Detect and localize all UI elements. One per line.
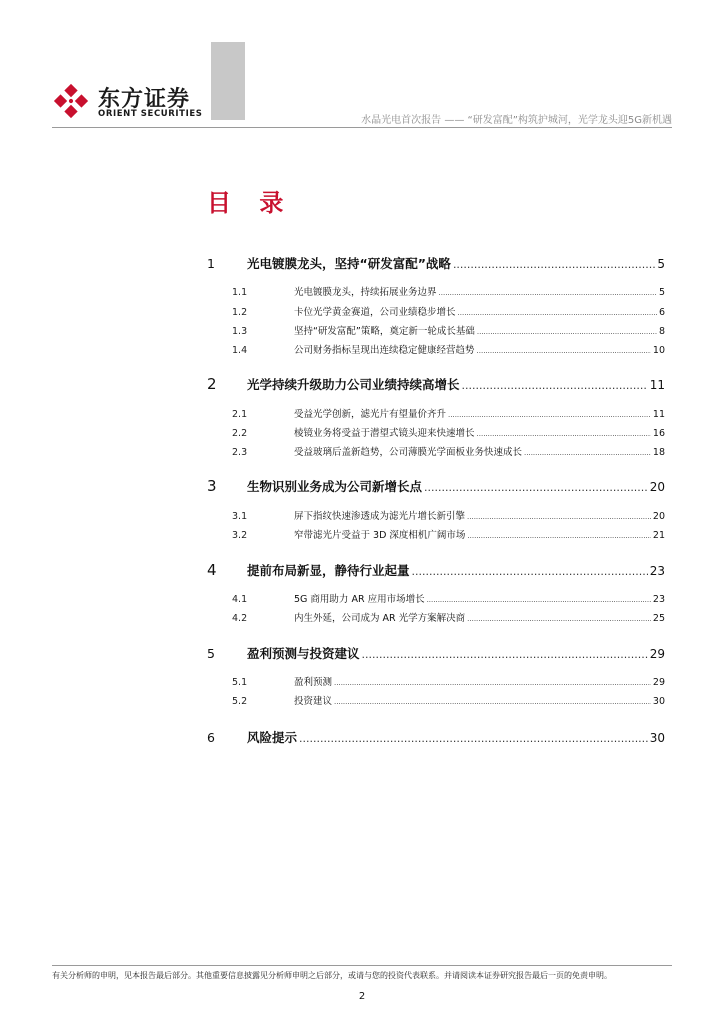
toc-leader-dots [467,532,651,540]
toc-entry[interactable] [207,561,665,579]
logo-chinese-name: 东方证券 [98,87,191,112]
toc-entry[interactable] [207,406,665,420]
toc-entry[interactable] [207,444,665,458]
toc-leader-dots [448,411,651,419]
toc-entry-page: 20 [652,511,665,522]
toc-entry-title: 生物识别业务成为公司新增长点 [247,479,423,494]
company-logo [52,78,222,122]
toc-entry-title: 风险提示 [247,730,298,745]
toc-entry-number: 3.1 [232,511,248,522]
header-divider [52,127,672,128]
toc-leader-dots [458,309,657,317]
report-subtitle: 水晶光电首次报告 —— “研发富配”构筑护城河，光学龙头迎5G新机遇 [361,115,672,126]
toc-entry[interactable] [207,304,665,318]
toc-leader-dots [334,698,651,706]
toc-leader-dots [524,449,651,457]
toc-entry[interactable] [207,644,665,662]
toc-leader-dots [477,328,657,336]
toc-entry-page: 30 [652,696,665,707]
toc-entry-number: 4.1 [232,594,248,605]
toc-title: 目 录 [207,189,294,217]
toc-leader-dots [453,258,655,271]
toc-entry-title: 提前布局新显，静待行业起量 [247,563,410,578]
toc-entry-number: 1.2 [232,307,248,318]
toc-entry-number: 1.4 [232,345,248,356]
footer-divider [52,965,672,966]
toc-entry-number: 1 [207,256,215,271]
toc-entry-title: 光学持续升级助力公司业绩持续高增长 [247,377,460,392]
toc-leader-dots [299,732,648,745]
toc-entry[interactable] [207,323,665,337]
toc-entry[interactable] [207,527,665,541]
toc-entry-page: 29 [649,647,665,661]
toc-entry-page: 21 [652,530,665,541]
toc-entry[interactable] [207,284,665,298]
toc-entry[interactable] [207,425,665,439]
toc-entry-title: 受益光学创新，滤光片有望量价齐升 [294,409,447,420]
toc-entry[interactable] [207,693,665,707]
toc-entry-page: 20 [649,480,665,494]
toc-entry-title: 光电镀膜龙头，坚持“研发富配”战略 [247,256,451,271]
toc-leader-dots [412,565,648,578]
toc-leader-dots [467,513,651,521]
toc-entry-number: 2.3 [232,447,248,458]
toc-entry[interactable] [207,375,665,393]
toc-entry-number: 5.2 [232,696,248,707]
toc-entry-title: 坚持“研发富配”策略，奠定新一轮成长基础 [294,326,475,337]
toc-entry[interactable] [207,610,665,624]
logo-english-name: ORIENT SECURITIES [98,109,203,119]
toc-entry-page: 23 [652,594,665,605]
toc-entry-page: 11 [649,378,665,392]
toc-entry-title: 棱镜业务将受益于潜望式镜头迎来快速增长 [294,428,475,439]
toc-entry-number: 1.3 [232,326,248,337]
toc-entry-number: 4.2 [232,613,248,624]
toc-entry-title: 受益玻璃后盖新趋势，公司薄膜光学面板业务快速成长 [294,447,523,458]
toc-entry[interactable] [207,591,665,605]
toc-entry-title: 内生外延，公司成为 AR 光学方案解决商 [294,613,466,624]
toc-entry-title: 投资建议 [294,696,333,707]
toc-entry[interactable] [207,342,665,356]
toc-leader-dots [439,289,657,297]
toc-leader-dots [477,347,651,355]
toc-leader-dots [362,648,648,661]
toc-entry-page: 8 [658,326,665,337]
toc-entry-number: 5 [207,646,215,661]
footer-disclaimer: 有关分析师的申明，见本报告最后部分。其他重要信息披露见分析师申明之后部分，或请与您的投资代表联系。并请阅读本证券研究报告最后一页的免责申明。 [52,971,612,980]
toc-entry-title: 卡位光学黄金赛道，公司业绩稳步增长 [294,307,456,318]
toc-entry[interactable] [207,674,665,688]
toc-entry[interactable] [207,508,665,522]
toc-entry-title: 屏下指纹快速渗透成为滤光片增长新引擎 [294,511,466,522]
toc-leader-dots [334,679,651,687]
orient-securities-logo-icon [52,82,90,120]
page-number: 2 [358,991,366,1002]
toc-leader-dots [462,379,648,392]
toc-leader-dots [467,615,651,623]
toc-entry-page: 25 [652,613,665,624]
toc-entry-number: 3.2 [232,530,248,541]
toc-entry-page: 11 [652,409,665,420]
toc-entry-number: 2.1 [232,409,248,420]
toc-entry-title: 光电镀膜龙头，持续拓展业务边界 [294,287,437,298]
toc-entry-page: 30 [649,731,665,745]
toc-entry-title: 公司财务指标呈现出连续稳定健康经营趋势 [294,345,475,356]
toc-entry-page: 16 [652,428,665,439]
toc-leader-dots [477,430,651,438]
toc-entry-page: 5 [657,257,665,271]
toc-entry-number: 1.1 [232,287,248,298]
toc-entry-page: 10 [652,345,665,356]
toc-entry-page: 5 [658,287,665,298]
toc-entry-page: 29 [652,677,665,688]
toc-entry-number: 6 [207,730,215,745]
toc-entry-title: 盈利预测与投资建议 [247,646,360,661]
toc-leader-dots [427,596,651,604]
toc-entry-title: 窄带滤光片受益于 3D 深度相机广阔市场 [294,530,466,541]
toc-entry-number: 3 [207,477,217,495]
toc-entry-number: 4 [207,561,217,579]
toc-entry-title: 盈利预测 [294,677,333,688]
toc-entry-page: 6 [658,307,665,318]
toc-entry[interactable] [207,477,665,495]
toc-entry-title: 5G 商用助力 AR 应用市场增长 [294,594,425,605]
toc-entry-page: 23 [649,564,665,578]
toc-entry-number: 2.2 [232,428,248,439]
toc-leader-dots [424,481,648,494]
toc-entry[interactable] [207,254,665,272]
toc-entry[interactable] [207,728,665,746]
toc-entry-number: 2 [207,375,217,393]
toc-entry-page: 18 [652,447,665,458]
toc-entry-number: 5.1 [232,677,248,688]
